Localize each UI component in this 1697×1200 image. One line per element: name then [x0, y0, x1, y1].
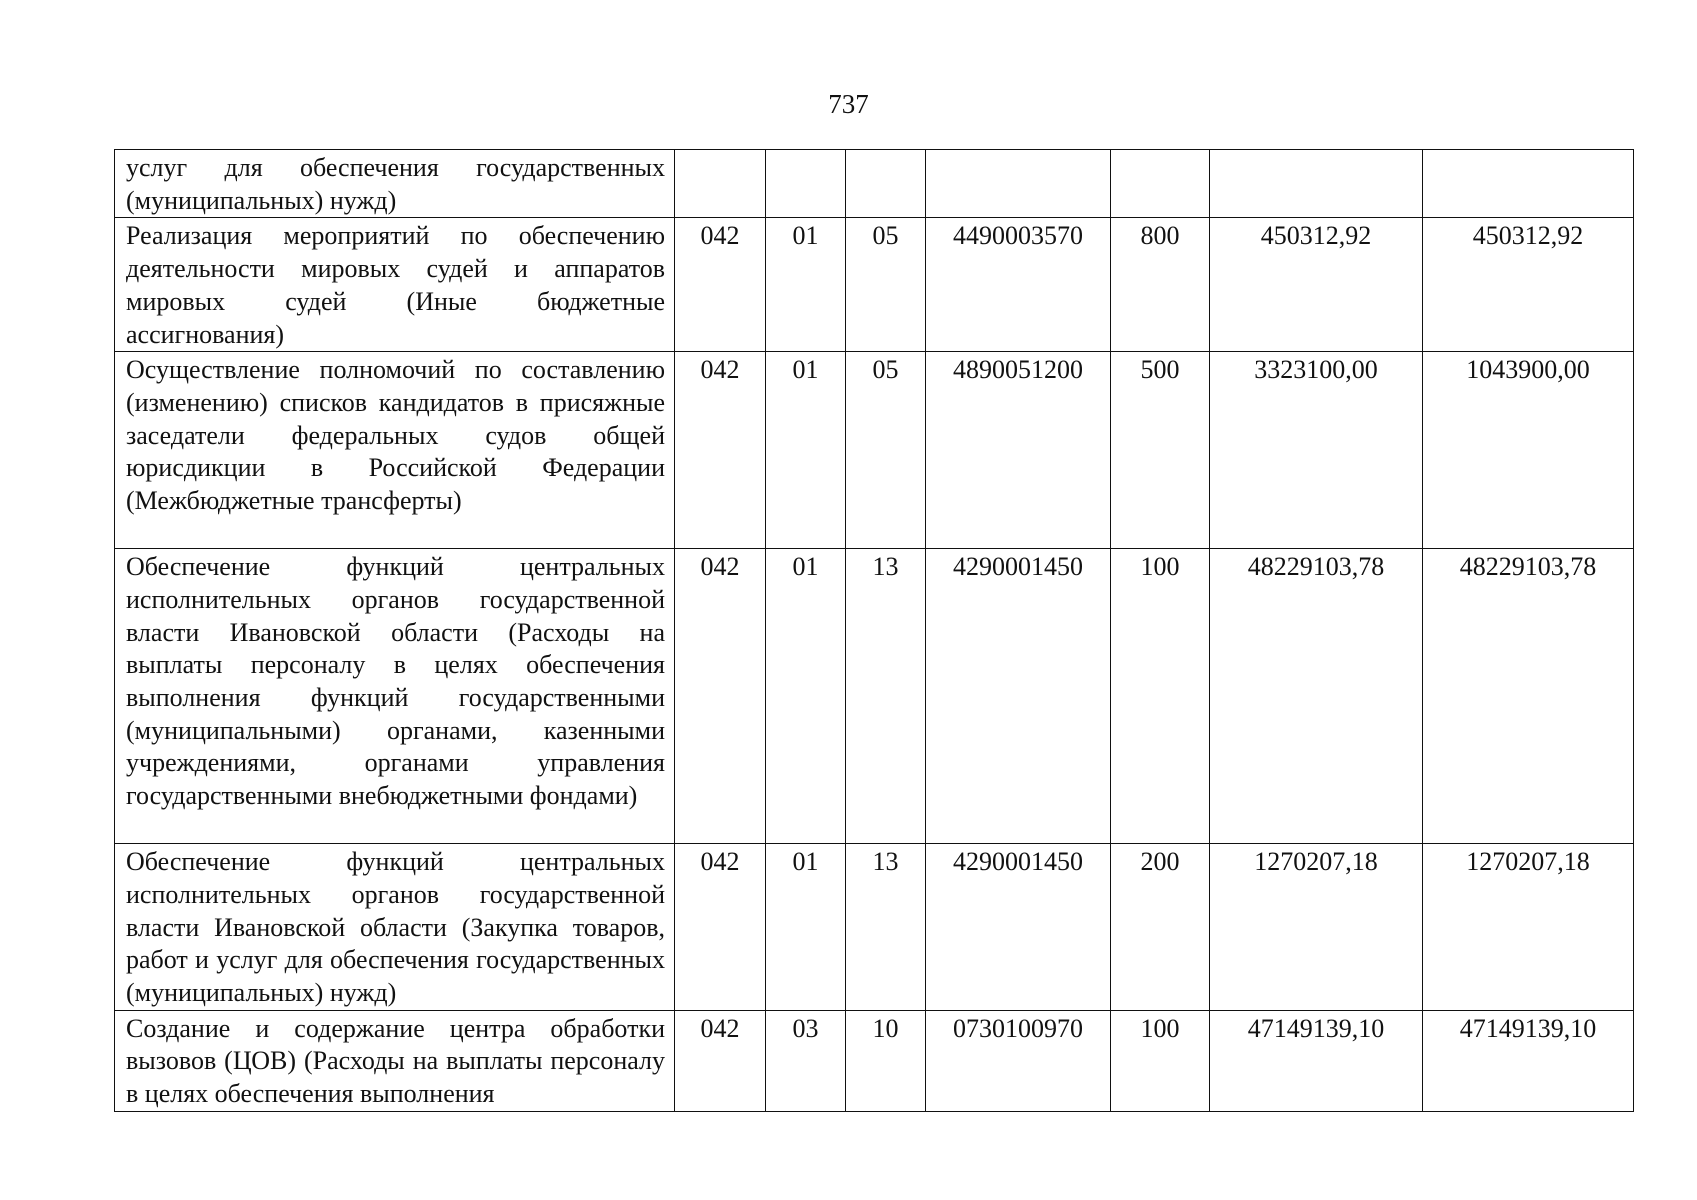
cell-csr: 4290001450 [926, 549, 1111, 844]
cell-ved: 042 [675, 218, 766, 352]
cell-rz: 01 [766, 549, 846, 844]
cell-ved: 042 [675, 352, 766, 549]
cell-csr: 0730100970 [926, 1010, 1111, 1111]
cell-pr [846, 150, 926, 218]
cell-sum-1: 3323100,00 [1210, 352, 1423, 549]
cell-sum-1: 1270207,18 [1210, 844, 1423, 1011]
cell-sum-1: 450312,92 [1210, 218, 1423, 352]
table-row [115, 1010, 1634, 1111]
row-description: Создание и содержание центра обработки вызовов (ЦОВ) (Расходы на выплаты персоналу в целях обеспечения выполнения [115, 1010, 675, 1111]
cell-pr: 05 [846, 352, 926, 549]
cell-sum-1: 47149139,10 [1210, 1010, 1423, 1111]
cell-rz: 01 [766, 218, 846, 352]
cell-ved: 042 [675, 549, 766, 844]
cell-rz [766, 150, 846, 218]
cell-pr: 10 [846, 1010, 926, 1111]
cell-sum-2 [1423, 150, 1634, 218]
table-row [115, 218, 1634, 352]
cell-sum-2: 1043900,00 [1423, 352, 1634, 549]
cell-ved: 042 [675, 844, 766, 1011]
cell-sum-2: 1270207,18 [1423, 844, 1634, 1011]
cell-vr: 800 [1111, 218, 1210, 352]
row-description: Обеспечение функций центральных исполнительных органов государственной власти Ивановской области (Расходы на выплаты персоналу в целях обеспечения выполнения функций государственными (муниципальными) органами, казенными учреждениями, органами управления государственными внебюджетными фондами) [115, 549, 675, 844]
cell-sum-1: 48229103,78 [1210, 549, 1423, 844]
cell-vr: 100 [1111, 549, 1210, 844]
table-row [115, 549, 1634, 844]
table-row [115, 844, 1634, 1011]
cell-pr: 13 [846, 549, 926, 844]
cell-vr: 500 [1111, 352, 1210, 549]
cell-sum-2: 47149139,10 [1423, 1010, 1634, 1111]
cell-vr [1111, 150, 1210, 218]
cell-sum-2: 48229103,78 [1423, 549, 1634, 844]
row-description: Осуществление полномочий по составлению (изменению) списков кандидатов в присяжные заседатели федеральных судов общей юрисдикции в Российской Федерации (Межбюджетные трансферты) [115, 352, 675, 549]
cell-csr: 4490003570 [926, 218, 1111, 352]
cell-rz: 01 [766, 352, 846, 549]
row-description: Обеспечение функций центральных исполнительных органов государственной власти Ивановской области (Закупка товаров, работ и услуг для обеспечения государственных (муниципальных) нужд) [115, 844, 675, 1011]
cell-csr [926, 150, 1111, 218]
budget-table [114, 149, 1634, 1112]
cell-rz: 03 [766, 1010, 846, 1111]
cell-pr: 13 [846, 844, 926, 1011]
cell-rz: 01 [766, 844, 846, 1011]
table-row [115, 150, 1634, 218]
cell-pr: 05 [846, 218, 926, 352]
cell-ved [675, 150, 766, 218]
cell-sum-1 [1210, 150, 1423, 218]
cell-vr: 200 [1111, 844, 1210, 1011]
table-row [115, 352, 1634, 549]
cell-csr: 4290001450 [926, 844, 1111, 1011]
cell-ved: 042 [675, 1010, 766, 1111]
cell-vr: 100 [1111, 1010, 1210, 1111]
row-description: Реализация мероприятий по обеспечению деятельности мировых судей и аппаратов мировых судей (Иные бюджетные ассигнования) [115, 218, 675, 352]
row-description: услуг для обеспечения государственных (муниципальных) нужд) [115, 150, 675, 218]
cell-csr: 4890051200 [926, 352, 1111, 549]
cell-sum-2: 450312,92 [1423, 218, 1634, 352]
page-number: 737 [828, 89, 869, 119]
